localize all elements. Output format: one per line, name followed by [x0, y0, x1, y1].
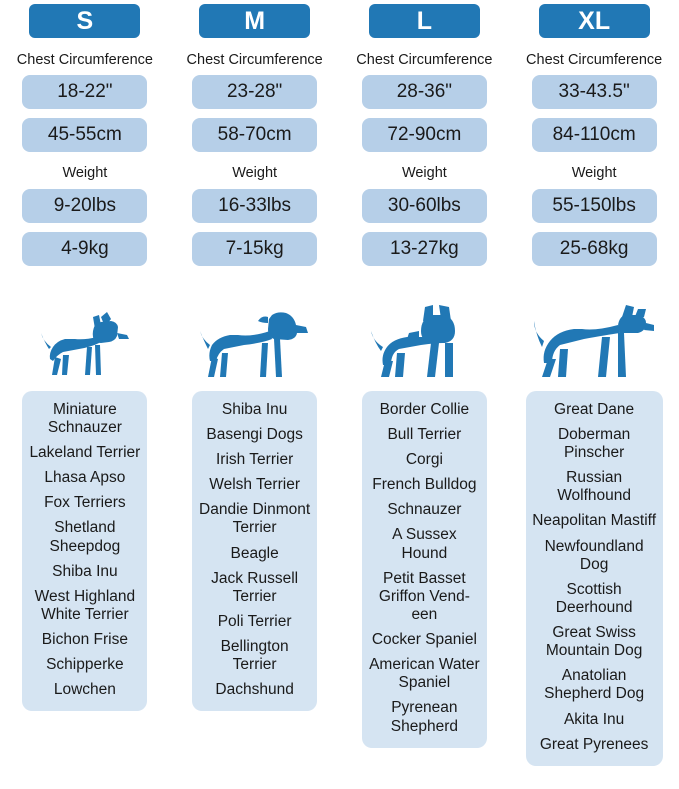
- list-item: Beagle: [230, 544, 279, 562]
- chest-inches-l: 28-36": [362, 75, 487, 109]
- list-item: Bull Terrier: [387, 425, 462, 443]
- chest-label-l: Chest Circumference: [356, 52, 493, 68]
- list-item: Shetland Sheepdog: [49, 519, 121, 555]
- size-column-m: [170, 4, 340, 766]
- weight-label-l: Weight: [401, 165, 447, 182]
- list-item: Border Collie: [379, 400, 470, 418]
- chest-label-m: Chest Circumference: [186, 52, 323, 68]
- weight-lbs-xl: 55-150lbs: [532, 189, 657, 223]
- list-item: Dachshund: [215, 681, 294, 699]
- small-dog-silhouette: [20, 291, 150, 381]
- size-column-l: [340, 4, 510, 766]
- chest-cm-m: 58-70cm: [192, 118, 317, 152]
- list-item: Basengi Dogs: [206, 425, 303, 443]
- extra-large-dog-silhouette: [529, 291, 659, 381]
- list-item: Anatolian Shepherd Dog: [544, 667, 645, 703]
- size-header-m: M: [199, 4, 310, 38]
- chest-cm-xl: 84-110cm: [532, 118, 657, 152]
- list-item: Russian Wolfhound: [557, 469, 632, 505]
- list-item: American Water Spaniel: [369, 656, 480, 692]
- chest-label-s: Chest Circumference: [16, 52, 153, 68]
- list-item: Fox Terriers: [44, 494, 126, 512]
- list-item: Doberman Pinscher: [557, 425, 631, 462]
- list-item: Great Swiss Mountain Dog: [545, 624, 643, 660]
- breed-list-xl: [526, 391, 663, 766]
- large-dog-silhouette: [359, 291, 489, 381]
- list-item: Welsh Terrier: [209, 476, 300, 494]
- chest-cm-s: 45-55cm: [22, 118, 147, 152]
- list-item: Miniature Schnauzer: [47, 400, 122, 436]
- list-item: A Sussex Hound: [392, 526, 457, 562]
- list-item: Bichon Frise: [41, 631, 128, 649]
- list-item: Bellington Terrier: [220, 638, 289, 674]
- list-item: Shiba Inu: [221, 400, 288, 418]
- weight-label-xl: Weight: [571, 165, 617, 182]
- weight-lbs-l: 30-60lbs: [362, 189, 487, 223]
- size-column-xl: [509, 4, 679, 766]
- list-item: Great Dane: [554, 400, 635, 418]
- chest-inches-s: 18-22": [22, 75, 147, 109]
- list-item: Scottish Deerhound: [555, 580, 633, 616]
- size-header-xl: XL: [539, 4, 650, 38]
- list-item: Schipperke: [46, 656, 124, 674]
- breed-list-s: [22, 391, 147, 712]
- list-item: Lakeland Terrier: [29, 444, 141, 462]
- list-item: Lhasa Apso: [44, 469, 126, 487]
- list-item: Poli Terrier: [217, 612, 292, 630]
- weight-label-s: Weight: [62, 165, 108, 182]
- weight-kg-s: 4-9kg: [22, 232, 147, 266]
- list-item: Shiba Inu: [52, 562, 118, 580]
- list-item: Dandie Dinmont Terrier: [199, 501, 311, 537]
- weight-lbs-s: 9-20lbs: [22, 189, 147, 223]
- size-column-s: [0, 4, 170, 766]
- chest-inches-xl: 33-43.5": [532, 75, 657, 109]
- weight-lbs-m: 16-33lbs: [192, 189, 317, 223]
- weight-kg-m: 7-15kg: [192, 232, 317, 266]
- list-item: Corgi: [405, 451, 443, 469]
- weight-label-m: Weight: [232, 165, 278, 182]
- list-item: Neapolitan Mastiff: [532, 512, 657, 530]
- weight-kg-xl: 25-68kg: [532, 232, 657, 266]
- weight-kg-l: 13-27kg: [362, 232, 487, 266]
- list-item: West Highland White Terrier: [34, 587, 136, 623]
- size-header-l: L: [369, 4, 480, 38]
- list-item: Schnauzer: [387, 501, 462, 519]
- breed-list-l: [362, 391, 487, 748]
- breed-list-m: [192, 391, 317, 712]
- list-item: Petit Basset Griffon Vend-een: [378, 569, 470, 623]
- list-item: Jack Russell Terrier: [211, 569, 299, 605]
- chest-inches-m: 23-28": [192, 75, 317, 109]
- list-item: Pyrenean Shepherd: [390, 699, 458, 735]
- chest-cm-l: 72-90cm: [362, 118, 487, 152]
- medium-dog-silhouette: [190, 291, 320, 381]
- chest-label-xl: Chest Circumference: [526, 52, 663, 68]
- list-item: Cocker Spaniel: [371, 631, 477, 649]
- size-header-s: S: [29, 4, 140, 38]
- list-item: Lowchen: [53, 681, 116, 699]
- list-item: Irish Terrier: [216, 451, 294, 469]
- list-item: French Bulldog: [372, 476, 477, 494]
- list-item: Great Pyrenees: [539, 735, 649, 753]
- list-item: Newfoundland Dog: [544, 537, 644, 573]
- list-item: Akita Inu: [563, 710, 625, 728]
